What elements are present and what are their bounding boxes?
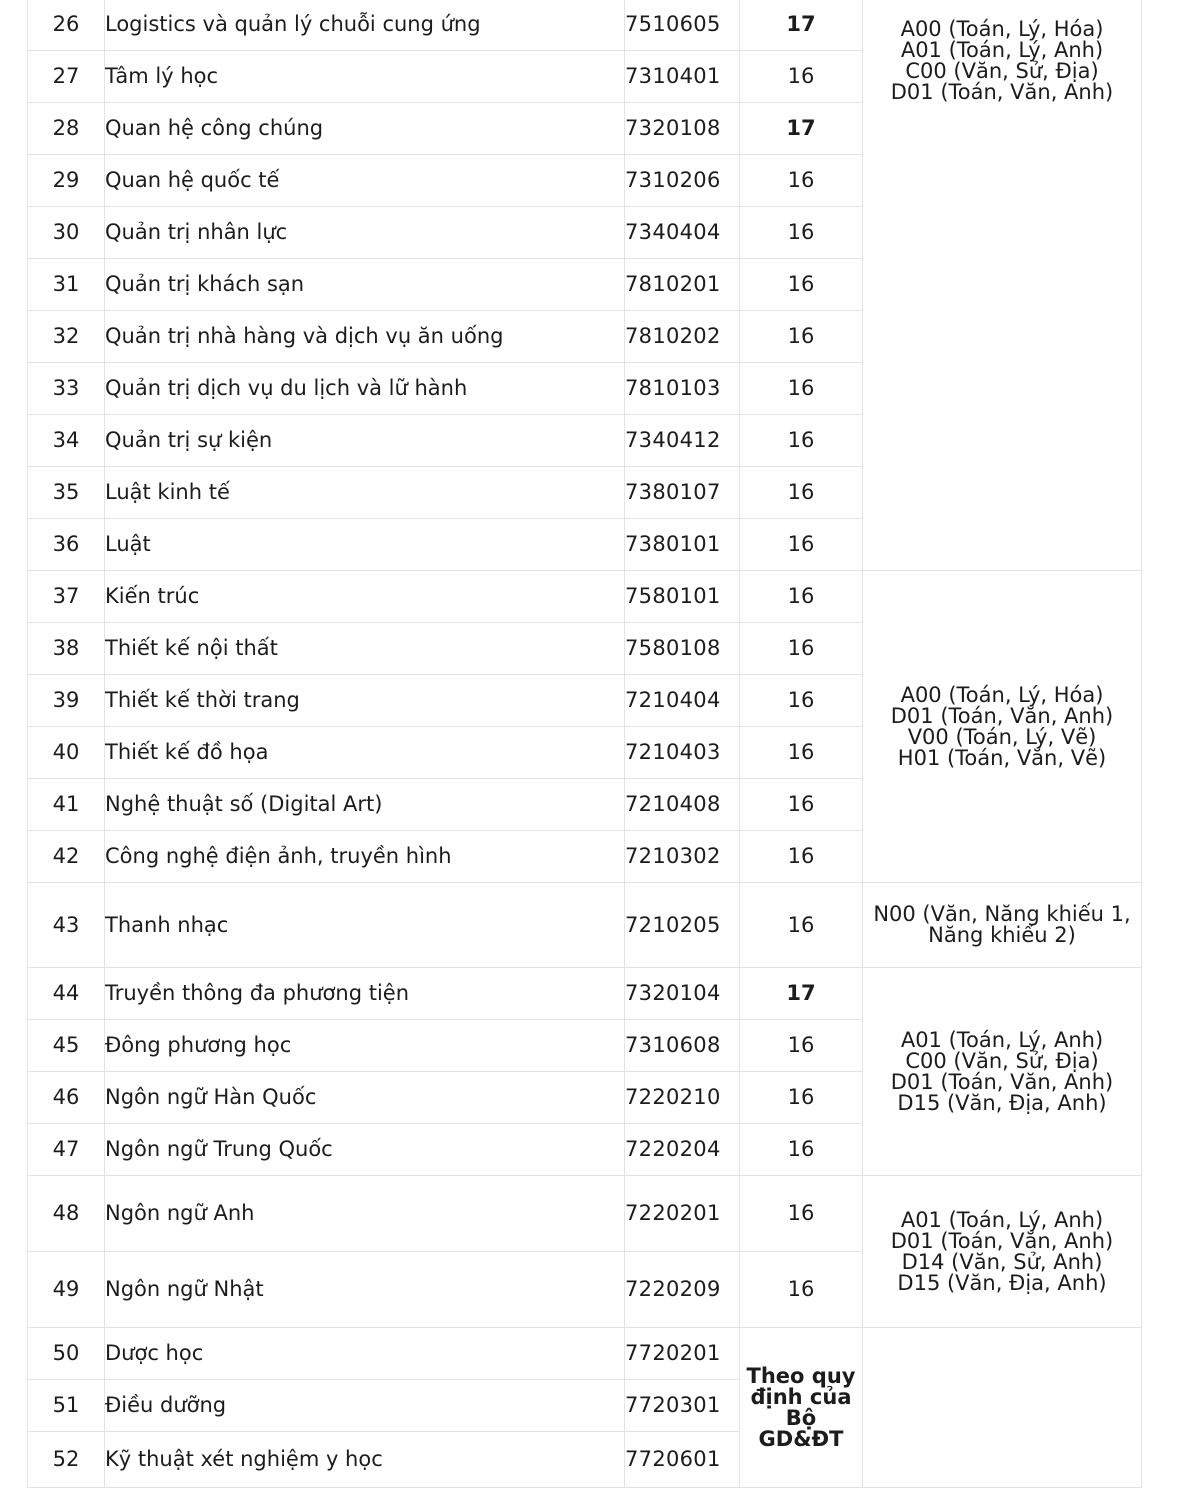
combo-line: D01 (Toán, Văn, Anh) — [890, 1228, 1114, 1253]
score: 16 — [740, 727, 863, 779]
score: 17 — [740, 103, 863, 155]
major-name: Kiến trúc — [105, 571, 625, 623]
row-number: 45 — [28, 1020, 105, 1072]
major-name: Ngôn ngữ Nhật — [105, 1252, 625, 1328]
row-number: 46 — [28, 1072, 105, 1124]
score: 17 — [740, 0, 863, 51]
row-number: 32 — [28, 311, 105, 363]
major-name: Kỹ thuật xét nghiệm y học — [105, 1432, 625, 1488]
row-number: 35 — [28, 467, 105, 519]
major-code: 7580108 — [625, 623, 740, 675]
major-name: Thiết kế thời trang — [105, 675, 625, 727]
combo-line: Năng khiếu 2) — [928, 923, 1076, 947]
major-name: Quản trị nhà hàng và dịch vụ ăn uống — [105, 311, 625, 363]
subject-combinations-empty — [863, 1328, 1142, 1488]
row-number: 44 — [28, 968, 105, 1020]
row-number: 33 — [28, 363, 105, 415]
major-name: Quản trị nhân lực — [105, 207, 625, 259]
combo-line: H01 (Toán, Văn, Vẽ) — [897, 745, 1107, 770]
note-line: Theo quy — [746, 1363, 856, 1388]
major-code: 7210302 — [625, 831, 740, 883]
score: 16 — [740, 363, 863, 415]
major-code: 7340404 — [625, 207, 740, 259]
combo-line: C00 (Văn, Sử, Địa) — [905, 59, 1099, 83]
major-name: Luật — [105, 519, 625, 571]
combo-line: C00 (Văn, Sử, Địa) — [905, 1048, 1099, 1073]
major-code: 7310206 — [625, 155, 740, 207]
subject-combinations — [863, 883, 1142, 968]
combo-line: D01 (Toán, Văn, Anh) — [890, 703, 1114, 728]
row-number: 29 — [28, 155, 105, 207]
major-code: 7210404 — [625, 675, 740, 727]
major-code: 7220210 — [625, 1072, 740, 1124]
row-number: 37 — [28, 571, 105, 623]
score: 16 — [740, 831, 863, 883]
score: 16 — [740, 779, 863, 831]
major-name: Luật kinh tế — [105, 467, 625, 519]
major-code: 7720301 — [625, 1380, 740, 1432]
major-code: 7220204 — [625, 1124, 740, 1176]
row-number: 31 — [28, 259, 105, 311]
subject-combinations — [863, 968, 1142, 1176]
major-code: 7380101 — [625, 519, 740, 571]
row-number: 50 — [28, 1328, 105, 1380]
note-line: định của — [750, 1384, 852, 1409]
row-number: 39 — [28, 675, 105, 727]
combo-line: V00 (Toán, Lý, Vẽ) — [907, 724, 1097, 749]
combo-line: A01 (Toán, Lý, Anh) — [900, 1207, 1104, 1232]
row-number: 43 — [28, 883, 105, 968]
subject-combinations — [863, 1176, 1142, 1328]
major-code: 7810103 — [625, 363, 740, 415]
major-name: Đông phương học — [105, 1020, 625, 1072]
score: 17 — [740, 968, 863, 1020]
score: 16 — [740, 675, 863, 727]
combo-line: D01 (Toán, Văn, Anh) — [890, 1069, 1114, 1094]
score: 16 — [740, 1020, 863, 1072]
admission-table — [27, 0, 1142, 1488]
major-name: Công nghệ điện ảnh, truyền hình — [105, 831, 625, 883]
major-name: Thanh nhạc — [105, 883, 625, 968]
major-name: Quan hệ quốc tế — [105, 155, 625, 207]
combo-line: D01 (Toán, Văn, Anh) — [890, 80, 1114, 104]
row-number: 40 — [28, 727, 105, 779]
row-number: 28 — [28, 103, 105, 155]
major-name: Ngôn ngữ Trung Quốc — [105, 1124, 625, 1176]
major-name: Quản trị sự kiện — [105, 415, 625, 467]
note-line: Bộ — [785, 1405, 817, 1430]
score: 16 — [740, 519, 863, 571]
score: 16 — [740, 259, 863, 311]
major-name: Dược học — [105, 1328, 625, 1380]
score: 16 — [740, 1072, 863, 1124]
row-number: 26 — [28, 0, 105, 51]
row-number: 47 — [28, 1124, 105, 1176]
major-name: Nghệ thuật số (Digital Art) — [105, 779, 625, 831]
row-number: 48 — [28, 1176, 105, 1252]
table-row — [28, 0, 1142, 51]
major-code: 7310608 — [625, 1020, 740, 1072]
score: 16 — [740, 571, 863, 623]
major-name: Quan hệ công chúng — [105, 103, 625, 155]
table-row — [28, 968, 1142, 1020]
table-row — [28, 1176, 1142, 1252]
subject-combinations — [863, 0, 1142, 571]
combo-line: A01 (Toán, Lý, Anh) — [900, 1027, 1104, 1052]
major-code: 7210403 — [625, 727, 740, 779]
major-code: 7340412 — [625, 415, 740, 467]
major-code: 7720201 — [625, 1328, 740, 1380]
score: 16 — [740, 51, 863, 103]
score: 16 — [740, 467, 863, 519]
table-row — [28, 571, 1142, 623]
major-name: Ngôn ngữ Anh — [105, 1176, 625, 1252]
row-number: 42 — [28, 831, 105, 883]
note-line: GD&ĐT — [758, 1426, 844, 1451]
major-name: Tâm lý học — [105, 51, 625, 103]
major-code: 7220209 — [625, 1252, 740, 1328]
major-code: 7810202 — [625, 311, 740, 363]
major-code: 7380107 — [625, 467, 740, 519]
major-code: 7320108 — [625, 103, 740, 155]
row-number: 51 — [28, 1380, 105, 1432]
major-code: 7510605 — [625, 0, 740, 51]
score: 16 — [740, 311, 863, 363]
row-number: 36 — [28, 519, 105, 571]
major-code: 7210408 — [625, 779, 740, 831]
row-number: 27 — [28, 51, 105, 103]
row-number: 38 — [28, 623, 105, 675]
row-number: 49 — [28, 1252, 105, 1328]
major-name: Điều dưỡng — [105, 1380, 625, 1432]
score: 16 — [740, 623, 863, 675]
score: 16 — [740, 1124, 863, 1176]
score: 16 — [740, 155, 863, 207]
combo-line: A00 (Toán, Lý, Hóa) — [900, 17, 1104, 41]
major-name: Quản trị khách sạn — [105, 259, 625, 311]
combo-line: A00 (Toán, Lý, Hóa) — [900, 682, 1104, 707]
major-code: 7320104 — [625, 968, 740, 1020]
major-code: 7220201 — [625, 1176, 740, 1252]
score: 16 — [740, 415, 863, 467]
major-name: Thiết kế nội thất — [105, 623, 625, 675]
major-name: Ngôn ngữ Hàn Quốc — [105, 1072, 625, 1124]
combo-line: D15 (Văn, Địa, Anh) — [897, 1090, 1107, 1115]
row-number: 34 — [28, 415, 105, 467]
major-name: Truyền thông đa phương tiện — [105, 968, 625, 1020]
table-row — [28, 883, 1142, 968]
major-code: 7580101 — [625, 571, 740, 623]
row-number: 52 — [28, 1432, 105, 1488]
combo-line: N00 (Văn, Năng khiếu 1, — [873, 902, 1131, 926]
major-name: Logistics và quản lý chuỗi cung ứng — [105, 0, 625, 51]
major-code: 7810201 — [625, 259, 740, 311]
score-note — [740, 1328, 863, 1488]
combo-line: A01 (Toán, Lý, Anh) — [900, 38, 1104, 62]
combo-line: D14 (Văn, Sử, Anh) — [901, 1249, 1103, 1274]
major-name: Quản trị dịch vụ du lịch và lữ hành — [105, 363, 625, 415]
score: 16 — [740, 883, 863, 968]
score: 16 — [740, 1252, 863, 1328]
subject-combinations — [863, 571, 1142, 883]
major-code: 7310401 — [625, 51, 740, 103]
major-code: 7720601 — [625, 1432, 740, 1488]
major-code: 7210205 — [625, 883, 740, 968]
table-row — [28, 1328, 1142, 1380]
score: 16 — [740, 207, 863, 259]
major-name: Thiết kế đồ họa — [105, 727, 625, 779]
combo-line: D15 (Văn, Địa, Anh) — [897, 1270, 1107, 1295]
row-number: 30 — [28, 207, 105, 259]
row-number: 41 — [28, 779, 105, 831]
score: 16 — [740, 1176, 863, 1252]
